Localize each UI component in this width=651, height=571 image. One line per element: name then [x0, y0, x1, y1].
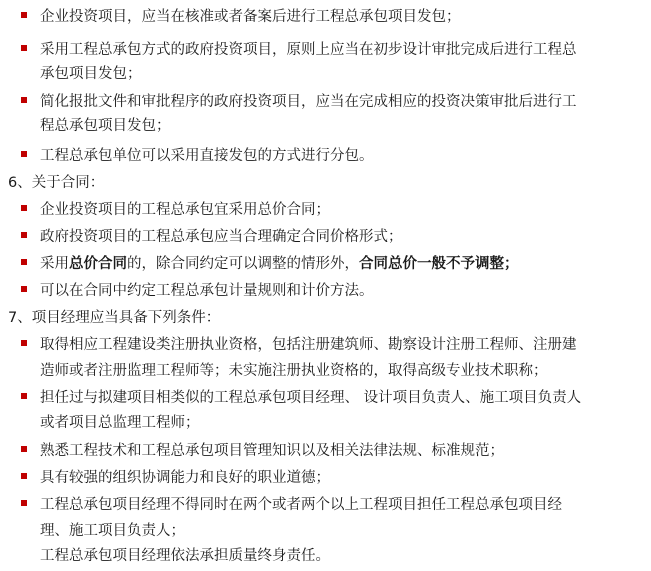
- list-item: 熟悉工程技术和工程总承包项目管理知识以及相关法律法规、标准规范；: [40, 443, 504, 459]
- list-item: 政府投资项目的工程总承包应当合理确定合同价格形式；: [40, 229, 403, 245]
- bullet-icon: [21, 473, 27, 479]
- list-item: 担任过与拟建项目相类似的工程总承包项目经理、 设计项目负责人、施工项目负责人: [40, 390, 582, 406]
- list-item: 简化报批文件和审批程序的政府投资项目，应当在完成相应的投资决策审批后进行工: [40, 94, 577, 110]
- text-span: 采用: [40, 256, 69, 272]
- list-item-continuation: 承包项目发包；: [40, 66, 142, 82]
- list-item-continuation: 或者项目总监理工程师；: [40, 415, 200, 431]
- list-item: 具有较强的组织协调能力和良好的职业道德；: [40, 470, 330, 486]
- bullet-icon: [21, 151, 27, 157]
- bullet-icon: [21, 205, 27, 211]
- bold-term: 合同总价一般不予调整；: [359, 256, 519, 272]
- bullet-icon: [21, 500, 27, 506]
- bullet-icon: [21, 97, 27, 103]
- list-item: 工程总承包单位可以采用直接发包的方式进行分包。: [40, 148, 374, 164]
- section-heading: 7、项目经理应当具备下列条件：: [8, 310, 221, 326]
- list-item-continuation: 程总承包项目发包；: [40, 118, 171, 134]
- list-item: 企业投资项目，应当在核准或者备案后进行工程总承包项目发包；: [40, 9, 461, 25]
- list-item: 可以在合同中约定工程总承包计量规则和计价方法。: [40, 283, 374, 299]
- list-item-continuation: 理、施工项目负责人；: [40, 523, 185, 539]
- bullet-icon: [21, 286, 27, 292]
- bullet-icon: [21, 12, 27, 18]
- text-span: 的，除合同约定可以调整的情形外，: [127, 256, 359, 272]
- list-item-continuation: 工程总承包项目经理依法承担质量终身责任。: [40, 548, 330, 564]
- list-item: [40, 254, 519, 274]
- bold-term: 总价合同: [69, 256, 127, 272]
- list-item: 取得相应工程建设类注册执业资格，包括注册建筑师、勘察设计注册工程师、注册建: [40, 337, 577, 353]
- bullet-icon: [21, 393, 27, 399]
- bullet-icon: [21, 232, 27, 238]
- bullet-icon: [21, 259, 27, 265]
- list-item: 工程总承包项目经理不得同时在两个或者两个以上工程项目担任工程总承包项目经: [40, 497, 562, 513]
- bullet-icon: [21, 45, 27, 51]
- section-heading: 6、关于合同：: [8, 175, 105, 191]
- bullet-icon: [21, 340, 27, 346]
- list-item-continuation: 造师或者注册监理工程师等；未实施注册执业资格的，取得高级专业技术职称；: [40, 363, 548, 379]
- list-item: 采用工程总承包方式的政府投资项目，原则上应当在初步设计审批完成后进行工程总: [40, 42, 577, 58]
- list-item: 企业投资项目的工程总承包宜采用总价合同；: [40, 202, 330, 218]
- bullet-icon: [21, 446, 27, 452]
